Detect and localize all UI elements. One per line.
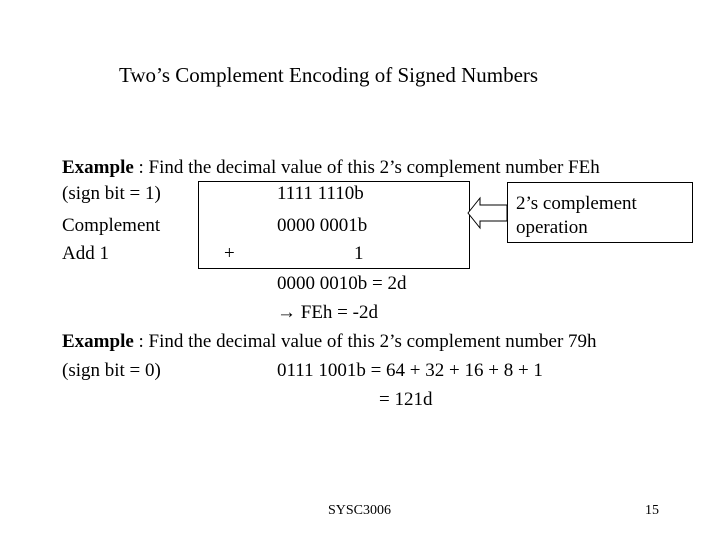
sign-bit-zero-label: (sign bit = 0) bbox=[62, 360, 161, 381]
complement-value: 0000 0001b bbox=[277, 215, 368, 236]
example2-heading bbox=[62, 331, 597, 353]
slide-title: Two’s Complement Encoding of Signed Numbers bbox=[119, 63, 539, 87]
callout-line1: 2’s complement bbox=[516, 193, 637, 214]
binary-expansion: 0111 1001b = 64 + 32 + 16 + 8 + 1 bbox=[277, 360, 543, 381]
example2-label: Example bbox=[62, 331, 134, 352]
complement-label: Complement bbox=[62, 215, 161, 236]
example1-text: : Find the decimal value of this 2’s complement number FEh bbox=[133, 157, 600, 178]
binary-value: 1111 1110b bbox=[277, 183, 364, 204]
example1-label: Example bbox=[62, 157, 134, 178]
plus-sign: + bbox=[224, 243, 235, 264]
conclusion-line bbox=[277, 302, 378, 324]
left-arrow-icon bbox=[466, 192, 508, 234]
add-one-value: 1 bbox=[354, 243, 364, 264]
sum-result: 0000 0010b = 2d bbox=[277, 273, 407, 294]
example2-text: : Find the decimal value of this 2’s complement number 79h bbox=[133, 331, 597, 352]
example1-heading bbox=[62, 157, 600, 179]
sign-bit-label: (sign bit = 1) bbox=[62, 183, 161, 204]
conclusion-text: FEh = -2d bbox=[300, 302, 378, 323]
page-number: 15 bbox=[645, 503, 659, 518]
right-arrow-icon: → bbox=[277, 302, 296, 323]
callout-line2: operation bbox=[516, 217, 588, 238]
footer-course: SYSC3006 bbox=[328, 503, 392, 518]
decimal-result: = 121d bbox=[379, 389, 433, 410]
add-one-label: Add 1 bbox=[62, 243, 109, 264]
